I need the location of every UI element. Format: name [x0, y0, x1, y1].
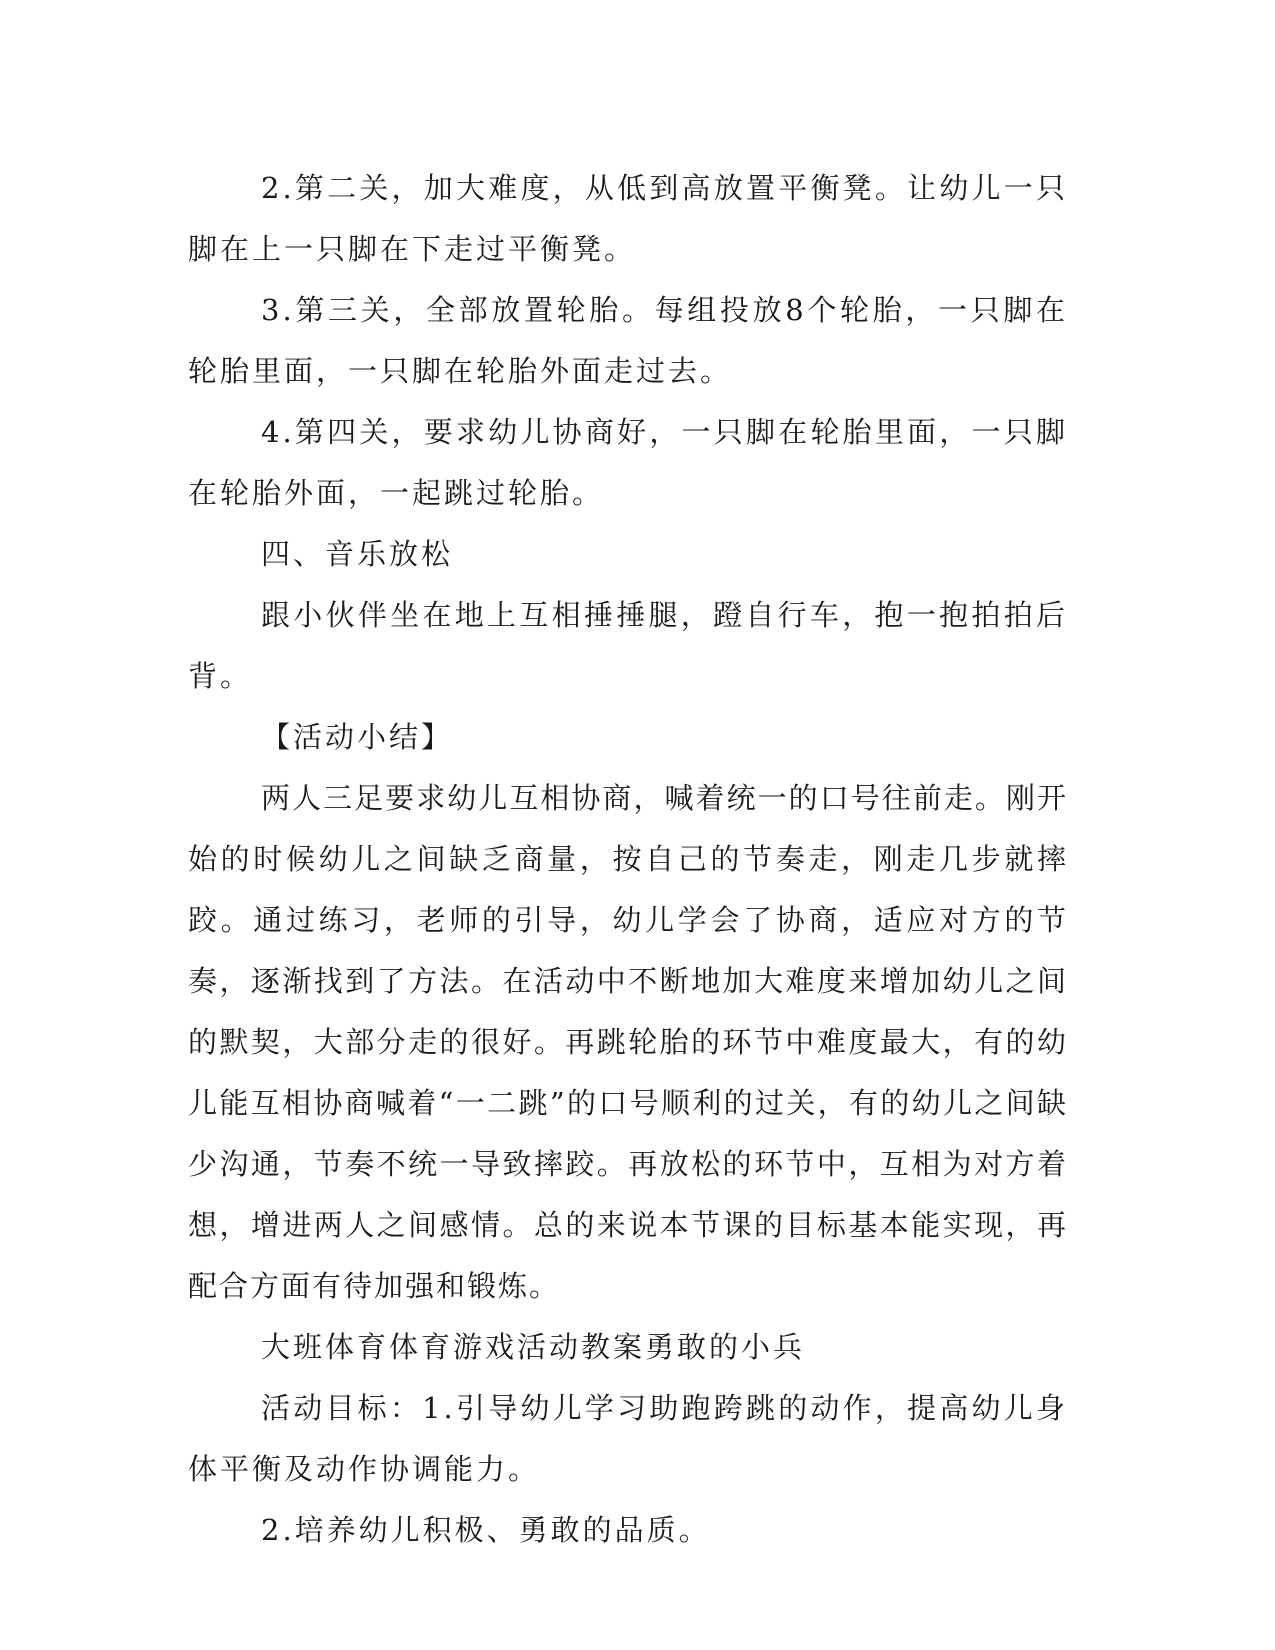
section-heading-activity-summary: 【活动小结】	[261, 720, 454, 754]
paragraph-activity-goal-two: 2.培养幼儿积极、勇敢的品质。	[261, 1513, 711, 1547]
paragraph-relax-activity: 跟小伙伴坐在地上互相捶捶腿，蹬自行车，抱一抱拍拍后背。	[188, 598, 1068, 693]
paragraph-summary: 两人三足要求幼儿互相协商，喊着统一的口号往前走。刚开始的时候幼儿之间缺乏商量，按自己的节奏走，刚走几步就摔跤。通过练习，老师的引导，幼儿学会了协商，适应对方的节奏，逐渐找到了方法。在活动中不断地加大难度来增加幼儿之间的默契，大部分走的很好。再跳轮胎的环节中难度最大，有的幼儿能互相协商喊着“一二跳”的口号顺利的过关，有的幼儿之间缺少沟通，节奏不统一导致摔跤。再放松的环节中，互相为对方着想，增进两人之间感情。总的来说本节课的目标基本能实现，再配合方面有待加强和锻炼。	[188, 781, 1068, 1303]
paragraph-level-two: 2.第二关，加大难度，从低到高放置平衡凳。让幼儿一只脚在上一只脚在下走过平衡凳。	[188, 171, 1068, 266]
paragraph-level-four: 4.第四关，要求幼儿协商好，一只脚在轮胎里面，一只脚在轮胎外面，一起跳过轮胎。	[188, 415, 1068, 510]
paragraph-level-three: 3.第三关，全部放置轮胎。每组投放8个轮胎，一只脚在轮胎里面，一只脚在轮胎外面走过去。	[188, 293, 1068, 388]
lesson-plan-title: 大班体育体育游戏活动教案勇敢的小兵	[261, 1330, 806, 1364]
paragraph-activity-goal-one: 活动目标：1.引导幼儿学习助跑跨跳的动作，提高幼儿身体平衡及动作协调能力。	[188, 1391, 1068, 1486]
section-heading-music-relax: 四、音乐放松	[261, 537, 454, 571]
document-body	[188, 158, 1068, 1561]
